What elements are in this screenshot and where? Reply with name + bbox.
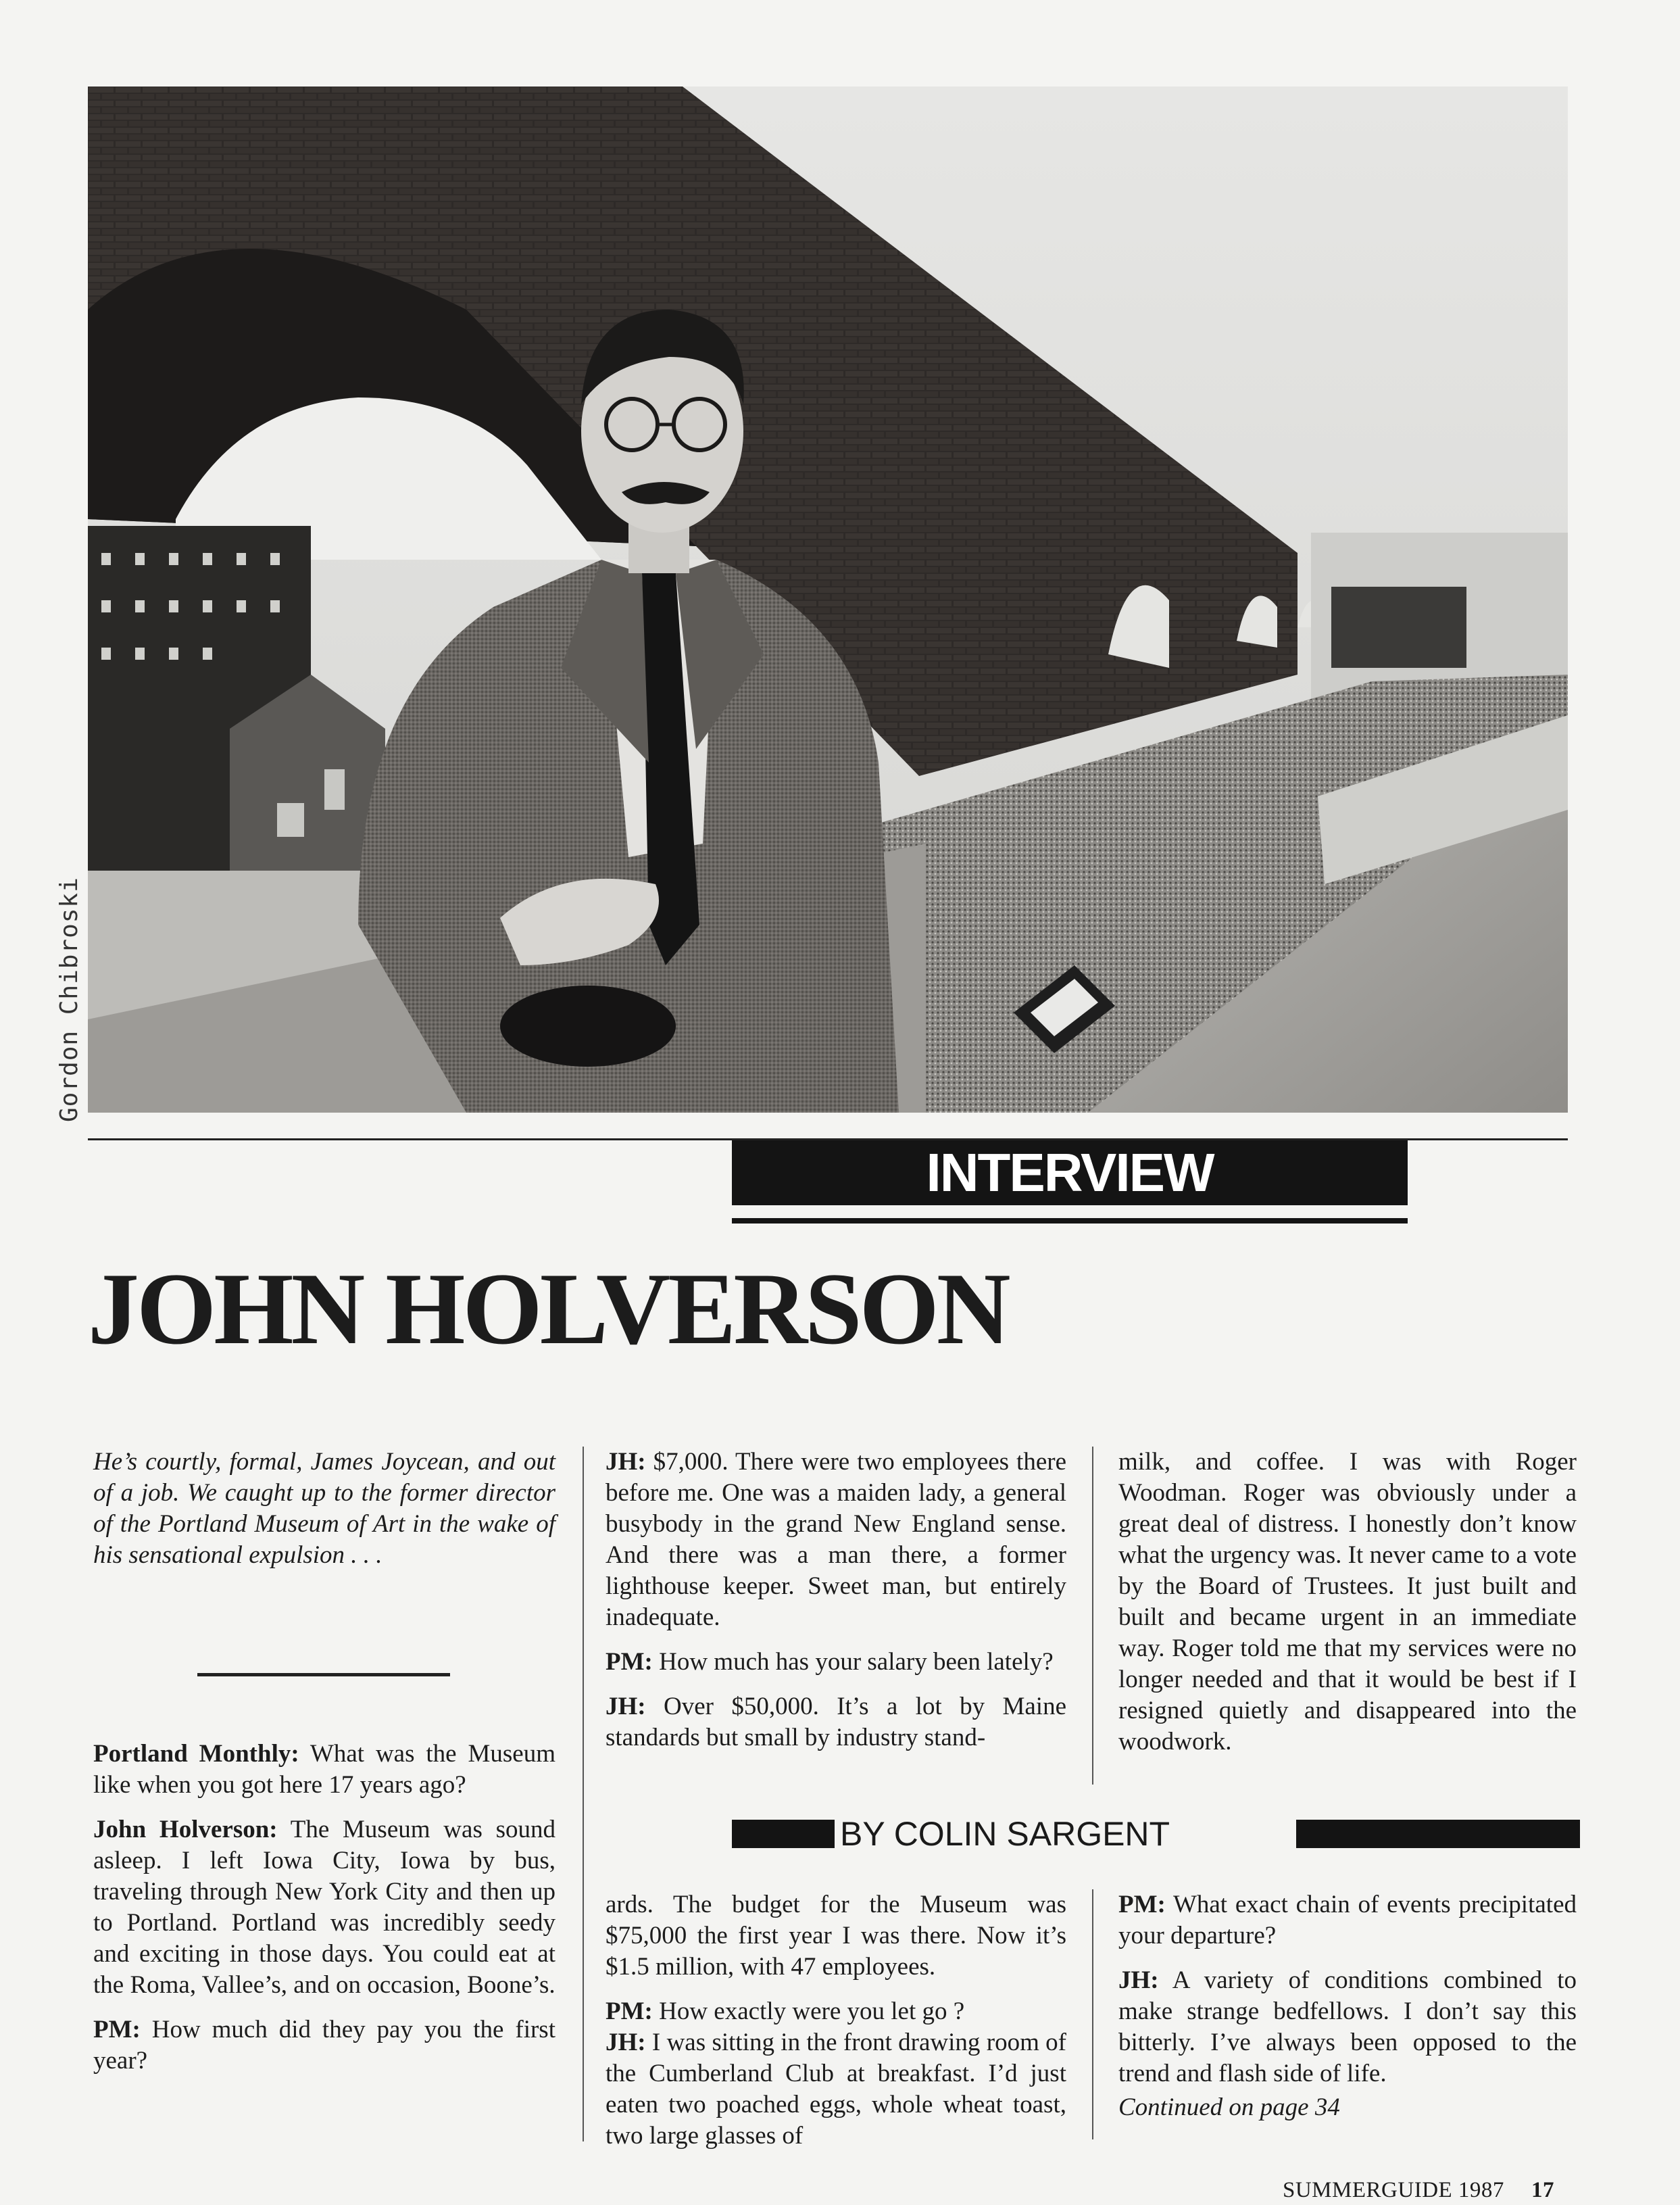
paragraph-text: What was the Museum like when you got here 17 years ago? (93, 1740, 555, 1799)
speaker: PM: (93, 2016, 141, 2043)
banner-underline (732, 1218, 1408, 1223)
column-1 (93, 1447, 555, 1584)
paragraph (606, 1647, 1066, 1678)
paragraph (93, 2014, 555, 2077)
page-number: 17 (1531, 2178, 1554, 2202)
speaker: PM: (1118, 1891, 1166, 1918)
section-banner: INTERVIEW (732, 1140, 1408, 1205)
paragraph-text: $7,000. There were two employees there before me. One was a maiden lady, a general busybody in the grand New England sense. And there was a man there, a former lighthouse keeper. Sweet man, but entirely inadequate. (606, 1448, 1066, 1631)
cover-photo (88, 87, 1568, 1113)
paragraph (606, 1691, 1066, 1753)
column-divider (1092, 1447, 1093, 1785)
column-2-bottom (606, 1889, 1066, 2165)
intro-divider (197, 1673, 450, 1676)
paragraph (93, 1739, 555, 1801)
speaker: John Holverson: (93, 1816, 278, 1843)
paragraph-text: I was sitting in the front drawing room of the Cumberland Club at breakfast. I’d just eaten two poached eggs, whole wheat toast, two large glasses of (606, 2029, 1066, 2150)
paragraph-text: ards. The budget for the Museum was $75,000 the first year I was there. Now it’s $1.5 million, with 47 employees. (606, 1891, 1066, 1981)
paragraph-text: milk, and coffee. I was with Roger Woodman. Roger was obviously under a great deal of distress. I honestly don’t know what the urgency was. It never came to a vote by the Board of Trustees. It just built and built and became urgent in an immediate way. Roger told me that my services were no longer needed and that it would be best if I resigned quietly and disappeared into the woodwork. (1118, 1448, 1577, 1755)
paragraph-text: How much has your salary been lately? (652, 1648, 1054, 1676)
column-3-bottom (1118, 1889, 1577, 2137)
byline-bar-left (732, 1820, 835, 1848)
speaker: PM: (606, 1997, 653, 2025)
column-2-top (606, 1447, 1066, 1767)
column-divider (1092, 1889, 1093, 2139)
paragraph (93, 1814, 555, 2001)
speaker: PM: (606, 1648, 653, 1676)
paragraph (606, 2027, 1066, 2152)
column-3-top (1118, 1447, 1577, 1771)
paragraph (1118, 1889, 1577, 1952)
paragraph (606, 1889, 1066, 1983)
paragraph (606, 1996, 1066, 2027)
photo-credit: Gordon Chibroski (55, 877, 83, 1122)
speaker: Portland Monthly: (93, 1740, 299, 1768)
paragraph-text: Over $50,000. It’s a lot by Maine standards but small by industry stand- (606, 1693, 1066, 1751)
issue-name: SUMMERGUIDE 1987 (1283, 2178, 1504, 2202)
speaker: JH: (1118, 1966, 1159, 1994)
continued-link[interactable]: Continued on page 34 (1118, 2093, 1340, 2121)
paragraph (1118, 1965, 1577, 2089)
paragraph-text: How much did they pay you the first year? (93, 2016, 555, 2075)
intro-text: He’s courtly, formal, James Joycean, and out of a job. We caught up to the former director of the Portland Museum of Art in the wake of his sensational expulsion . . . (93, 1448, 555, 1569)
byline: BY COLIN SARGENT (840, 1815, 1170, 1853)
speaker: JH: (606, 1693, 646, 1720)
page-footer (1283, 2178, 1554, 2203)
byline-bar-right (1296, 1820, 1580, 1848)
paragraph-text: What exact chain of events precipitated your departure? (1118, 1891, 1577, 1949)
speaker: JH: (606, 2029, 646, 2056)
column-1-dialogue (93, 1739, 555, 2090)
column-divider (583, 1447, 584, 2141)
headline: JOHN HOLVERSON (88, 1252, 1008, 1365)
paragraph-text: The Museum was sound asleep. I left Iowa City, Iowa by bus, traveling through New York City and then up to Portland. Portland was incredibly seedy and exciting in those days. You could eat at the Roma, Vallee’s, and on occasion, Boone’s. (93, 1816, 556, 1999)
paragraph-text: A variety of conditions combined to make strange bedfellows. I don’t say this bitterly. I’ve always been opposed to the trend and flash side of life. (1118, 1966, 1577, 2087)
byline-bar (732, 1815, 1580, 1853)
paragraph (606, 1447, 1066, 1633)
paragraph (1118, 1447, 1577, 1758)
paragraph-text: How exactly were you let go ? (652, 1997, 965, 2025)
speaker: JH: (606, 1448, 646, 1476)
